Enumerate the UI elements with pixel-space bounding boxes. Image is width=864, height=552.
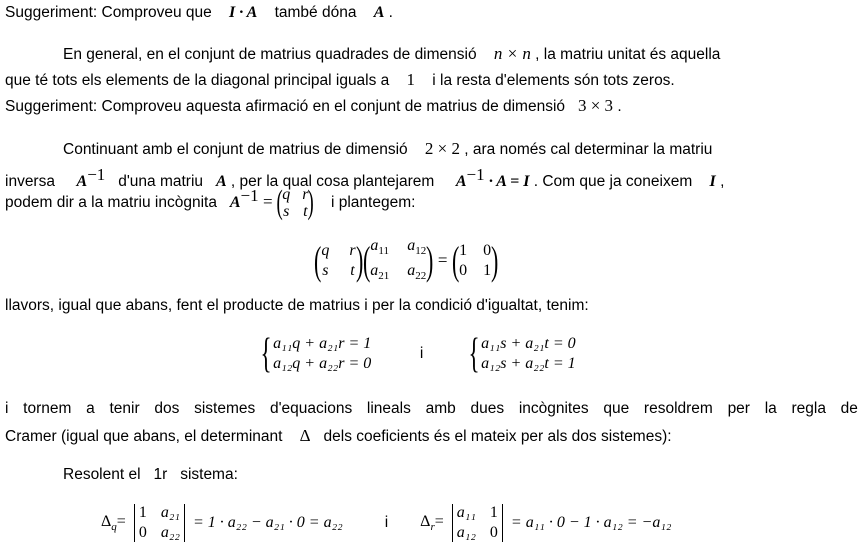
text: , la matriu unitat és aquella [535,46,721,63]
matrix-a: ( $a_{11}$ $a_{12}$ $a_{21}$ $a_{22}$ ) [362,237,434,284]
matrix-entry: 1 [459,242,468,260]
matrix-entry: 0 [138,524,147,541]
matrix-entry: 0 [459,262,468,280]
word: amb [425,400,456,417]
word: lineals [366,400,411,417]
word: dos [154,400,180,417]
matrix-entry: a [407,237,416,254]
equation: a₁₂q + a₂₂r = 0 [273,355,372,372]
text: Suggeriment: Comproveu que [5,4,212,21]
subscript: 22 [415,270,427,283]
paragraph-identity-line-2 [5,70,675,90]
subscript: 11 [378,245,390,258]
math-symbol: A [229,194,241,212]
word: tornem [23,400,72,417]
text: , ara només cal determinar la matriu [464,141,713,158]
word: tenir [109,400,140,417]
matrix-entry: 1 [483,262,492,280]
matrix-entry: r [349,242,356,260]
text: que té tots els elements de la diagonal principal iguals a [5,72,390,89]
word: dues [470,400,505,417]
word: la [764,400,777,417]
math-superscript: −1 [87,165,106,184]
equation: a₁₂s + a₂₂t = 1 [481,355,576,372]
matrix-entry: t [303,203,308,221]
text: . [617,98,622,115]
math-expression: = a₁₁ · 0 − 1 · a₁₂ = −a₁₂ [510,514,672,531]
word: de [840,400,858,417]
identity-matrix: ( 1 0 0 1 ) [451,238,499,284]
text: dels coeficients és el mateix per als dos sistemes): [323,428,672,445]
paragraph-suggestion-1 [5,4,393,22]
text: En general, en el conjunt de matrius quadrades de dimensió [63,46,477,63]
math-expression: n × n [493,44,531,63]
matrix-equation [314,236,498,286]
text: també dóna [274,4,357,21]
delta-symbol: Δ [420,512,431,530]
matrix-entry: a₂₁ [160,504,180,521]
text: inversa [5,173,55,191]
paragraph-inverse-line-1 [63,139,712,159]
math-expression: 1r [153,466,168,483]
math-expression: = 1 · a₂₂ − a₂₁ · 0 = a₂₂ [192,514,343,531]
matrix-entry: s [283,203,290,221]
paragraph-cramer-line-2 [5,426,672,446]
word: i [5,400,9,417]
matrix-entry: a [407,262,416,280]
text: Cramer (igual que abans, el determinant [5,428,283,445]
word: regla [791,400,826,417]
subscript: q [111,521,117,534]
subscript: 12 [415,245,427,258]
text: . Com que ja coneixem [533,173,693,191]
equation: a₁₁s + a₂₁t = 0 [481,335,576,352]
subscript: r [430,521,435,534]
math-expression: 2 × 2 [424,139,460,158]
matrix-entry: t [350,262,355,280]
text: sistema: [180,466,238,483]
text: , [720,173,725,191]
math-equals: = [434,512,444,530]
paragraph-inverse-line-3 [5,186,415,220]
paragraph-solving [63,466,238,484]
system-2: { a₁₁s + a₂₁t = 0 a₁₂s + a₂₂t = 1 [468,331,576,377]
determinant-r [448,503,507,543]
system-1: { a₁₁q + a₂₁r = 1 a₁₂q + a₂₂r = 0 [260,331,372,377]
matrix-entry: 1 [138,504,147,521]
text: Resolent el [63,466,141,483]
matrix-entry: q [282,186,291,204]
word: incògnites [518,400,589,417]
matrix-entry: r [302,186,309,204]
matrix-entry: a₁₂ [456,524,476,541]
text: d'una matriu [118,173,204,191]
math-symbol: A [373,4,385,21]
text: , per la qual cosa plantejarem [230,173,435,191]
paragraph-cramer-line-1 [5,400,858,418]
math-equals: = [437,250,448,270]
unknown-matrix: ( q r s t ) [276,184,315,222]
matrix-entry: 0 [483,242,492,260]
matrix-entry: 1 [489,504,498,521]
paragraph-identity-line-1 [63,44,720,64]
text: . [388,4,393,21]
matrix-entry: a₂₂ [160,524,180,541]
math-symbol: A [455,173,467,191]
matrix-entry: s [322,262,329,280]
text: Suggeriment: Comproveu aquesta afirmació en el conjunt de matrius de dimensió [5,98,566,115]
math-superscript: −1 [466,165,485,184]
math-equals: = [262,192,273,212]
word: que [603,400,630,417]
word: d'equacions [269,400,353,417]
text: podem dir a la matriu incògnita [5,194,217,212]
math-expression: I · A [229,4,258,21]
text: i plantegem: [330,194,416,212]
equation: a₁₁q + a₂₁r = 1 [273,335,372,352]
conjunction: i [384,514,389,531]
delta-symbol: Δ [101,512,112,530]
matrix-entry: a₁₁ [456,504,476,521]
math-expression: · A = I [488,173,530,191]
paragraph-product [5,297,589,315]
word: a [86,400,95,417]
conjunction: i [419,345,424,362]
math-symbol: A [215,173,227,191]
equation-systems [256,331,576,377]
matrix-entry: q [321,242,330,260]
matrix-entry: a [370,262,379,280]
word: per [727,400,750,417]
math-superscript: −1 [240,186,259,205]
determinant-q [130,503,189,543]
math-expression: 3 × 3 [577,96,614,115]
math-symbol: Δ [299,426,311,445]
text: Continuant amb el conjunt de matrius de dimensió [63,141,408,158]
math-symbol: I [709,173,716,191]
matrix-entry: a [370,237,379,254]
math-expression: 1 [406,70,416,89]
word: resoldrem [643,400,713,417]
matrix-unknown: ( q r s t ) [313,238,363,284]
subscript: 21 [378,270,390,283]
math-symbol: A [76,173,88,191]
matrix-entry: 0 [489,524,498,541]
math-equals: = [116,512,126,530]
paragraph-identity-line-3 [5,96,622,116]
word: sistemes [194,400,256,417]
text: llavors, igual que abans, fent el producte de matrius i per la condició d'igualtat, tenim: [5,297,589,314]
determinants [101,503,671,543]
text: i la resta d'elements són tots zeros. [432,72,675,89]
